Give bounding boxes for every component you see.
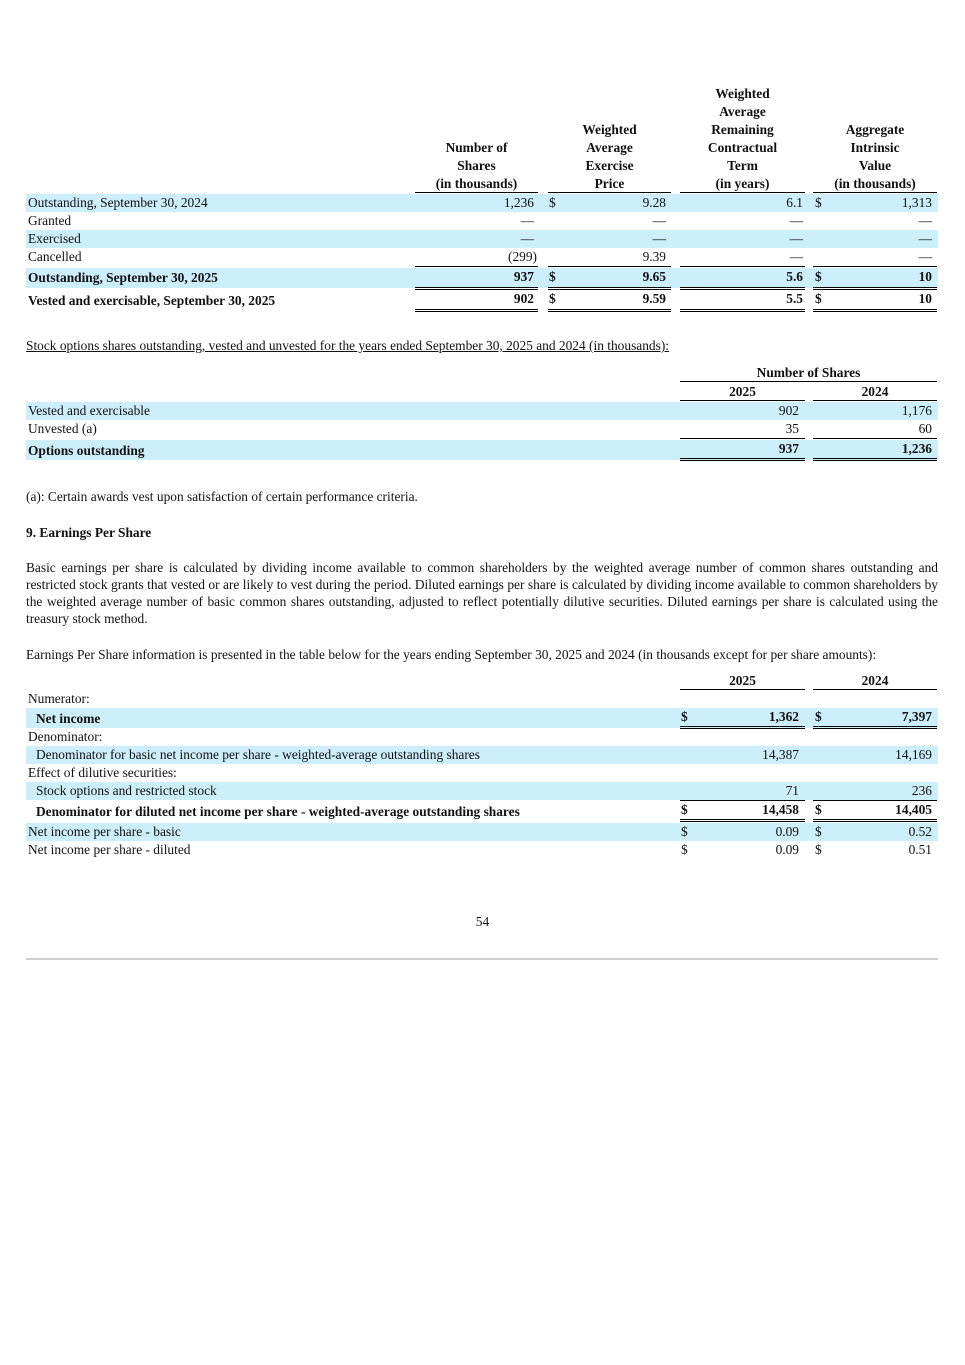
table-row [26, 782, 938, 800]
table-row [26, 746, 938, 764]
row-label: Net income [36, 711, 101, 726]
page-number: 54 [475, 914, 490, 929]
shares-value: 902 [513, 291, 534, 306]
currency-symbol: $ [681, 824, 688, 839]
currency-symbol: $ [549, 291, 556, 306]
value-2024: 7,397 [901, 709, 932, 724]
table-row [26, 440, 938, 460]
term-value: 5.5 [786, 291, 803, 306]
price-value: 9.65 [642, 269, 666, 284]
header-shares: Number of Shares (in thousands) [435, 140, 518, 191]
table-row [26, 690, 938, 708]
currency-symbol: $ [815, 709, 822, 724]
currency-symbol: $ [549, 269, 556, 284]
year-header-2025: 2025 [729, 384, 756, 399]
row-label: Effect of dilutive securities: [28, 765, 177, 780]
number-of-shares-header: Number of Shares [756, 365, 861, 380]
table-row [26, 801, 938, 821]
value-2025: 14,458 [762, 802, 799, 817]
price-value: 9.39 [642, 249, 666, 264]
row-label: Numerator: [28, 691, 90, 706]
currency-symbol: $ [815, 842, 822, 857]
value-2025: 902 [778, 403, 799, 418]
year-header-2025: 2025 [729, 673, 756, 688]
value-2024: 0.52 [908, 824, 932, 839]
currency-symbol: $ [815, 195, 822, 210]
shares-value: 1,236 [503, 195, 534, 210]
intrinsic-value: 1,313 [901, 195, 932, 210]
table-row [26, 420, 938, 438]
value-2025: 1,362 [768, 709, 799, 724]
row-label: Net income per share - basic [28, 824, 181, 839]
row-label: Outstanding, September 30, 2025 [28, 270, 218, 285]
term-value: — [789, 213, 803, 228]
row-label: Denominator for basic net income per share - weighted-average outstanding shares [36, 747, 480, 762]
section-heading: 9. Earnings Per Share [26, 525, 152, 540]
price-value: 9.59 [642, 291, 666, 306]
footnote: (a): Certain awards vest upon satisfaction of certain performance criteria. [26, 489, 418, 504]
value-2024: 14,405 [895, 802, 932, 817]
year-header-2024: 2024 [861, 673, 889, 688]
price-value: — [652, 231, 666, 246]
intrinsic-value: — [918, 231, 932, 246]
value-2024: 0.51 [908, 842, 932, 857]
term-value: 6.1 [786, 195, 803, 210]
term-value: — [789, 231, 803, 246]
row-label: Unvested (a) [28, 421, 97, 436]
currency-symbol: $ [549, 195, 556, 210]
row-label: Denominator for diluted net income per share - weighted-average outstanding shares [36, 804, 520, 819]
table-row [26, 194, 938, 212]
row-label: Options outstanding [28, 443, 145, 458]
price-value: — [652, 213, 666, 228]
row-label: Vested and exercisable [28, 403, 150, 418]
currency-symbol: $ [681, 802, 688, 817]
value-2025: 0.09 [775, 824, 799, 839]
currency-symbol: $ [681, 842, 688, 857]
eps-intro: Earnings Per Share information is presented in the table below for the years ending September 30, 2025 and 2024 (in thousands except for per share amounts): [26, 647, 877, 662]
table-row [26, 212, 938, 230]
table-row [26, 268, 938, 288]
year-header-2024: 2024 [861, 384, 889, 399]
table-row [26, 708, 938, 728]
header-price: Weighted Average Exercise Price [582, 122, 637, 191]
intrinsic-value: — [918, 213, 932, 228]
shares-value: 937 [513, 269, 534, 284]
table-row [26, 230, 938, 248]
value-2024: 236 [911, 783, 932, 798]
value-2025: 35 [785, 421, 799, 436]
currency-symbol: $ [815, 291, 822, 306]
row-label: Granted [28, 213, 72, 228]
intrinsic-value: 10 [918, 291, 932, 306]
intrinsic-value: 10 [918, 269, 932, 284]
row-label: Exercised [28, 231, 81, 246]
shares-value: — [520, 213, 534, 228]
value-2025: 14,387 [762, 747, 799, 762]
row-label: Net income per share - diluted [28, 842, 191, 857]
shares-value: — [520, 231, 534, 246]
row-label: Outstanding, September 30, 2024 [28, 195, 208, 210]
table-row [26, 823, 938, 841]
price-value: 9.28 [642, 195, 666, 210]
currency-symbol: $ [681, 709, 688, 724]
value-2024: 14,169 [895, 747, 932, 762]
value-2024: 1,176 [901, 403, 932, 418]
row-label: Vested and exercisable, September 30, 2025 [28, 293, 276, 308]
table-row [26, 728, 938, 746]
value-2024: 60 [918, 421, 932, 436]
value-2025: 937 [778, 441, 799, 456]
eps-paragraph: Basic earnings per share is calculated by dividing income available to common shareholders by the weighted average number of common shares outstanding and restricted stock grants that vested or are likely to vest during the period. Diluted earnings per share is calculated by dividing income available to common shareholders by the weighted average number of basic common shares outstanding, adjusted to reflect potentially dilutive securities. Diluted earnings per share is calculated using the treasury stock method. [26, 560, 938, 626]
header-value: Aggregate Intrinsic Value (in thousands) [834, 122, 916, 191]
value-2025: 71 [785, 783, 799, 798]
vested-caption: Stock options shares outstanding, vested and unvested for the years ended September 30, 2025 and 2024 (in thousands): [26, 338, 669, 353]
intrinsic-value: — [918, 249, 932, 264]
currency-symbol: $ [815, 802, 822, 817]
currency-symbol: $ [815, 824, 822, 839]
page-divider [26, 958, 938, 960]
table-row [26, 290, 938, 310]
table-row [26, 841, 938, 859]
shares-value: (299) [507, 249, 537, 264]
header-term: Weighted Average Remaining Contractual Term (in years) [707, 86, 778, 191]
term-value: 5.6 [786, 269, 803, 284]
row-label: Denominator: [28, 729, 103, 744]
table-row [26, 764, 938, 782]
term-value: — [789, 249, 803, 264]
row-label: Stock options and restricted stock [36, 783, 217, 798]
value-2025: 0.09 [775, 842, 799, 857]
value-2024: 1,236 [901, 441, 932, 456]
table-row [26, 248, 938, 266]
table-row [26, 402, 938, 420]
currency-symbol: $ [815, 269, 822, 284]
row-label: Cancelled [28, 249, 82, 264]
